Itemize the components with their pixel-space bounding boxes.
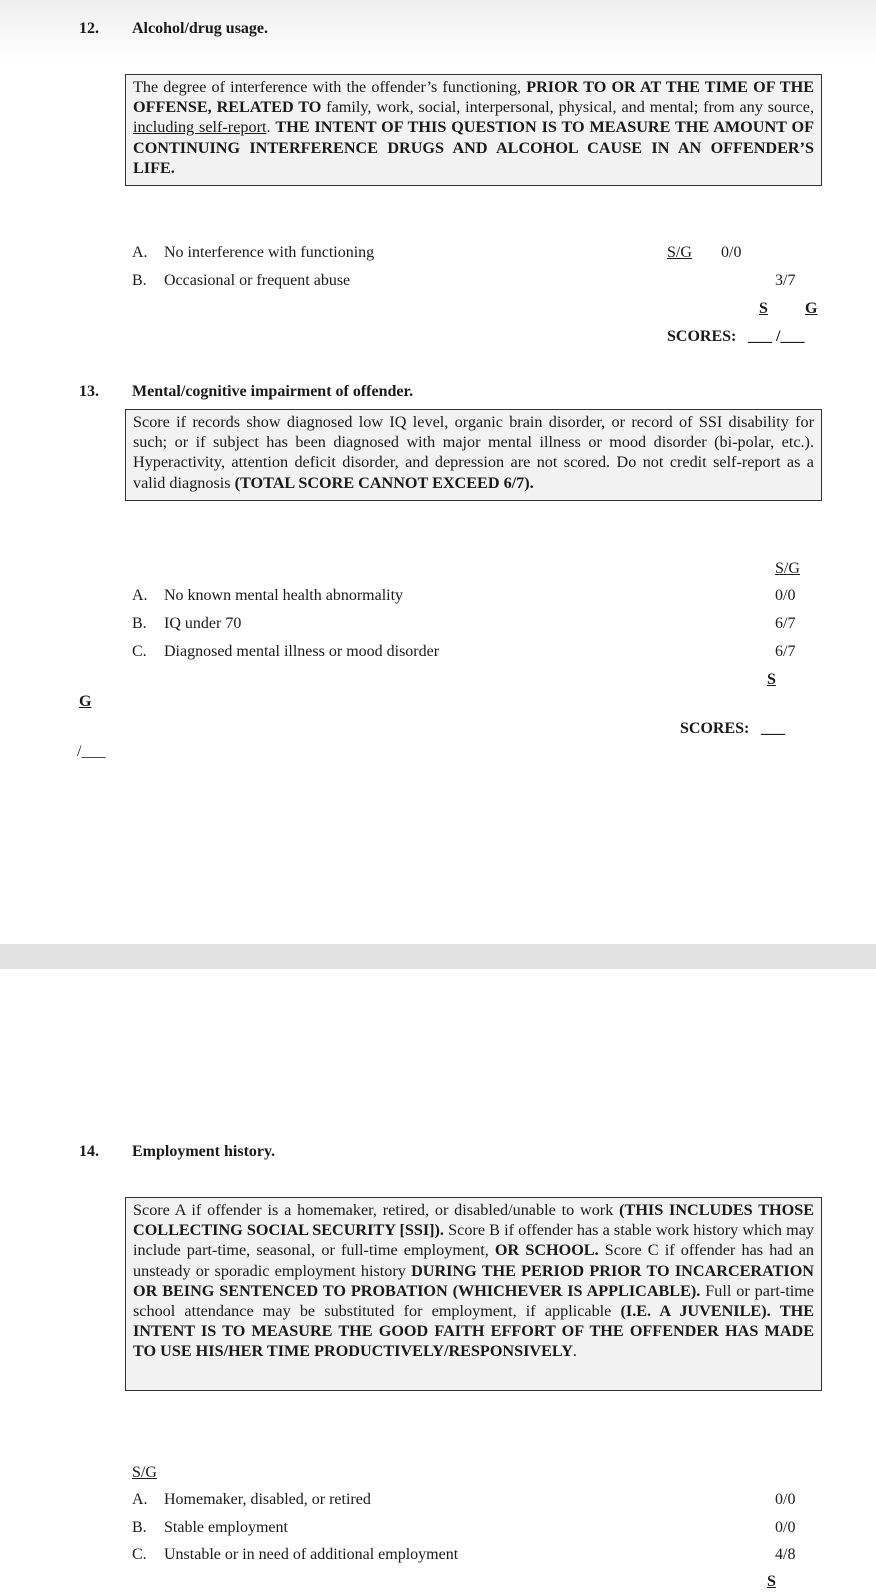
q14-option-c-value: 4/8 <box>775 1546 796 1563</box>
q14-instruction-text: THE INTENT IS TO MEASURE THE GOOD FAITH EFFORT OF THE OFFENDER HAS MADE TO USE HIS/HER TIME PRODUCTIVELY/RESPONSIVELY <box>133 1302 814 1361</box>
q14-option-a-value: 0/0 <box>775 1491 796 1508</box>
q14-instruction-text: Score A if offender is a homemaker, retired, or disabled/unable to work <box>133 1201 620 1219</box>
q12-title: Alcohol/drug usage. <box>132 20 269 37</box>
q14-option-c[interactable] <box>132 1545 458 1565</box>
page-separator <box>0 944 876 969</box>
q13-option-c-text: Diagnosed mental illness or mood disorder <box>164 643 440 660</box>
q12-instruction-text: including self-report <box>133 118 267 137</box>
q14-instruction-text: Full or part-time school attendance may be substituted for employment, if applicable <box>133 1281 814 1321</box>
q13-option-b[interactable] <box>132 614 241 634</box>
q12-instruction-text: THE INTENT OF THIS QUESTION IS TO MEASURE THE AMOUNT OF CONTINUING INTERFERENCE DRUGS AND ALCOHOL CAUSE IN AN OFFENDER’S LIFE. <box>133 118 815 177</box>
q13-title: Mental/cognitive impairment of offender. <box>132 383 414 400</box>
q14-option-b-text: Stable employment <box>164 1519 288 1536</box>
q13-option-c-value: 6/7 <box>775 643 796 660</box>
q13-option-b-letter: B. <box>132 615 147 632</box>
q14-instruction-text: OR SCHOOL. <box>494 1241 599 1260</box>
q13-instruction-text: (TOTAL SCORE CANNOT EXCEED 6/7). <box>234 473 534 492</box>
q14-instruction-text: (I.E. A JUVENILE). <box>620 1302 771 1321</box>
q13-option-a-letter: A. <box>132 587 148 604</box>
q14-instruction-text: Score B if offender has a stable work history which may include part-time, seasonal, or full-time employment, <box>133 1221 814 1260</box>
q14-instruction-box <box>125 1197 822 1391</box>
q14-option-a[interactable] <box>132 1490 371 1510</box>
q12-s-label: S <box>759 300 768 317</box>
q12-option-b[interactable] <box>132 271 350 291</box>
q12-sg-header: S/G <box>667 244 692 261</box>
q14-instruction-text: DURING THE PERIOD PRIOR TO INCARCERATION OR BEING SENTENCED TO PROBATION (WHICHEVER IS APPLICABLE). <box>133 1261 814 1300</box>
q12-instruction-text: . <box>266 118 276 137</box>
q14-instruction-text: . <box>572 1342 577 1361</box>
q13-scores-label: SCORES: <box>680 720 750 737</box>
q13-option-a-value: 0/0 <box>775 587 796 604</box>
q13-number: 13. <box>79 383 99 400</box>
q13-option-b-value: 6/7 <box>775 615 796 632</box>
q13-option-c[interactable] <box>132 642 439 662</box>
q14-title: Employment history. <box>132 1143 276 1160</box>
q14-option-c-letter: C. <box>132 1546 147 1563</box>
q12-g-label: G <box>805 300 818 317</box>
q14-instruction-text: (THIS INCLUDES THOSE COLLECTING SOCIAL SECURITY [SSI]). <box>133 1201 815 1240</box>
q13-scores-field-s[interactable]: ___ <box>761 720 785 737</box>
q13-option-c-letter: C. <box>132 643 147 660</box>
q13-scores-field-g[interactable]: /___ <box>77 743 106 760</box>
q12-option-a-letter: A. <box>132 244 148 261</box>
q12-option-b-letter: B. <box>132 272 147 289</box>
q12-number: 12. <box>79 20 99 37</box>
q14-instruction-text: Score C if offender has had an unsteady or sporadic employment history <box>133 1241 815 1280</box>
q14-instruction-text <box>771 1302 780 1320</box>
q13-option-a[interactable] <box>132 586 403 606</box>
q12-instruction-text: The degree of interference with the offender’s functioning, <box>133 78 527 96</box>
q14-sg-header: S/G <box>132 1464 157 1481</box>
q14-option-a-letter: A. <box>132 1491 148 1508</box>
q13-g-label: G <box>79 693 92 710</box>
q12-instruction-text: family, work, social, interpersonal, physical, and mental; from any source, <box>321 98 814 117</box>
q14-s-label: S <box>767 1573 776 1590</box>
q12-instruction-box <box>125 74 822 186</box>
q12-instruction-text: PRIOR TO OR AT THE TIME OF THE OFFENSE, RELATED TO <box>133 78 814 117</box>
q13-instruction-box <box>125 409 822 501</box>
document-page-2 <box>0 969 876 1592</box>
q12-scores-label: SCORES: <box>667 328 737 345</box>
q14-option-a-text: Homemaker, disabled, or retired <box>164 1491 371 1508</box>
q13-instruction-text: Score if records show diagnosed low IQ level, organic brain disorder, or record of SSI disability for such; or if subject has been diagnosed with major mental illness or mood disorder (bi-polar, etc.). Hyperactivity, attention deficit disorder, and depression are not scored. Do not credit self-report as a valid diagnosis <box>133 413 814 492</box>
q12-option-a-text: No interference with functioning <box>164 244 375 261</box>
q13-option-b-text: IQ under 70 <box>164 615 242 632</box>
q14-number: 14. <box>79 1143 99 1160</box>
q13-option-a-text: No known mental health abnormality <box>164 587 404 604</box>
q12-option-b-value: 3/7 <box>775 272 796 289</box>
q13-s-label: S <box>767 671 776 688</box>
q14-option-b-value: 0/0 <box>775 1519 796 1536</box>
q13-sg-header: S/G <box>775 560 800 577</box>
q12-option-b-text: Occasional or frequent abuse <box>164 272 351 289</box>
q14-option-c-text: Unstable or in need of additional employment <box>164 1546 459 1563</box>
q12-option-a-value: 0/0 <box>721 244 742 261</box>
q14-option-b-letter: B. <box>132 1519 147 1536</box>
q12-option-a[interactable] <box>132 243 374 263</box>
q12-scores-field[interactable]: ___ /___ <box>748 328 805 345</box>
q14-option-b[interactable] <box>132 1518 288 1538</box>
